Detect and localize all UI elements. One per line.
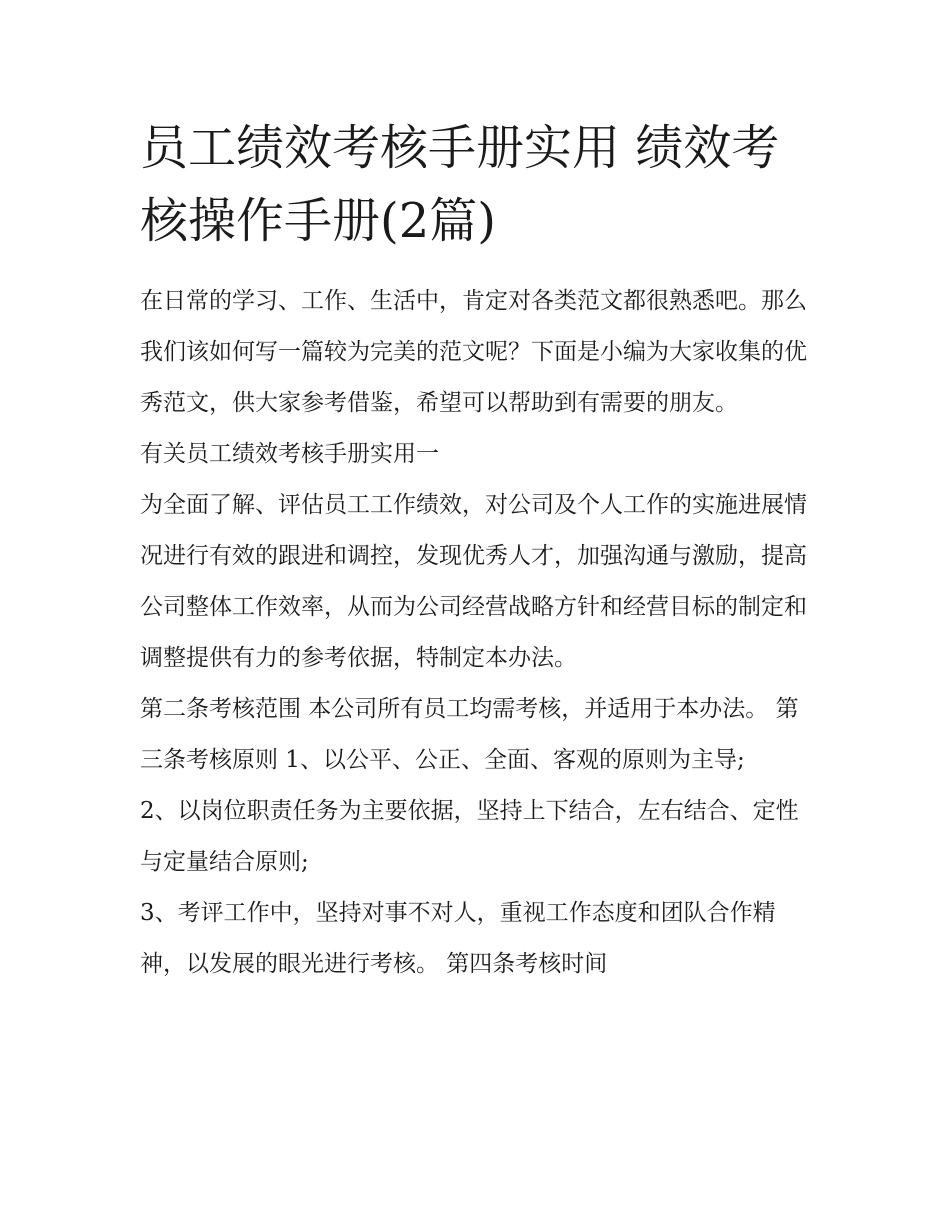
scope-principle-paragraph: 第二条考核范围 本公司所有员工均需考核，并适用于本办法。 第三条考核原则 1、以公平、公正、全面、客观的原则为主导;: [140, 696, 799, 773]
document-title: 员工绩效考核手册实用 绩效考核操作手册(2篇): [140, 120, 780, 249]
intro-paragraph: 在日常的学习、工作、生活中，肯定对各类范文都很熟悉吧。那么我们该如何写一篇较为完美的范文呢？下面是小编为大家收集的优秀范文，供大家参考借鉴，希望可以帮助到有需要的朋友。: [140, 288, 807, 416]
document-page: [140, 112, 815, 990]
principle-item-3: 3、考评工作中，坚持对事不对人，重视工作态度和团队合作精神，以发展的眼光进行考核。 第四条考核时间: [140, 900, 776, 977]
principle-item-2: 2、以岗位职责任务为主要依据，坚持上下结合，左右结合、定性与定量结合原则;: [140, 798, 799, 875]
section-heading: 有关员工绩效考核手册实用一: [140, 441, 439, 467]
purpose-paragraph: 为全面了解、评估员工工作绩效，对公司及个人工作的实施进展情况进行有效的跟进和调控，发现优秀人才，加强沟通与激励，提高公司整体工作效率，从而为公司经营战略方针和经营目标的制定和调整提供有力的参考依据，特制定本办法。: [140, 492, 807, 671]
